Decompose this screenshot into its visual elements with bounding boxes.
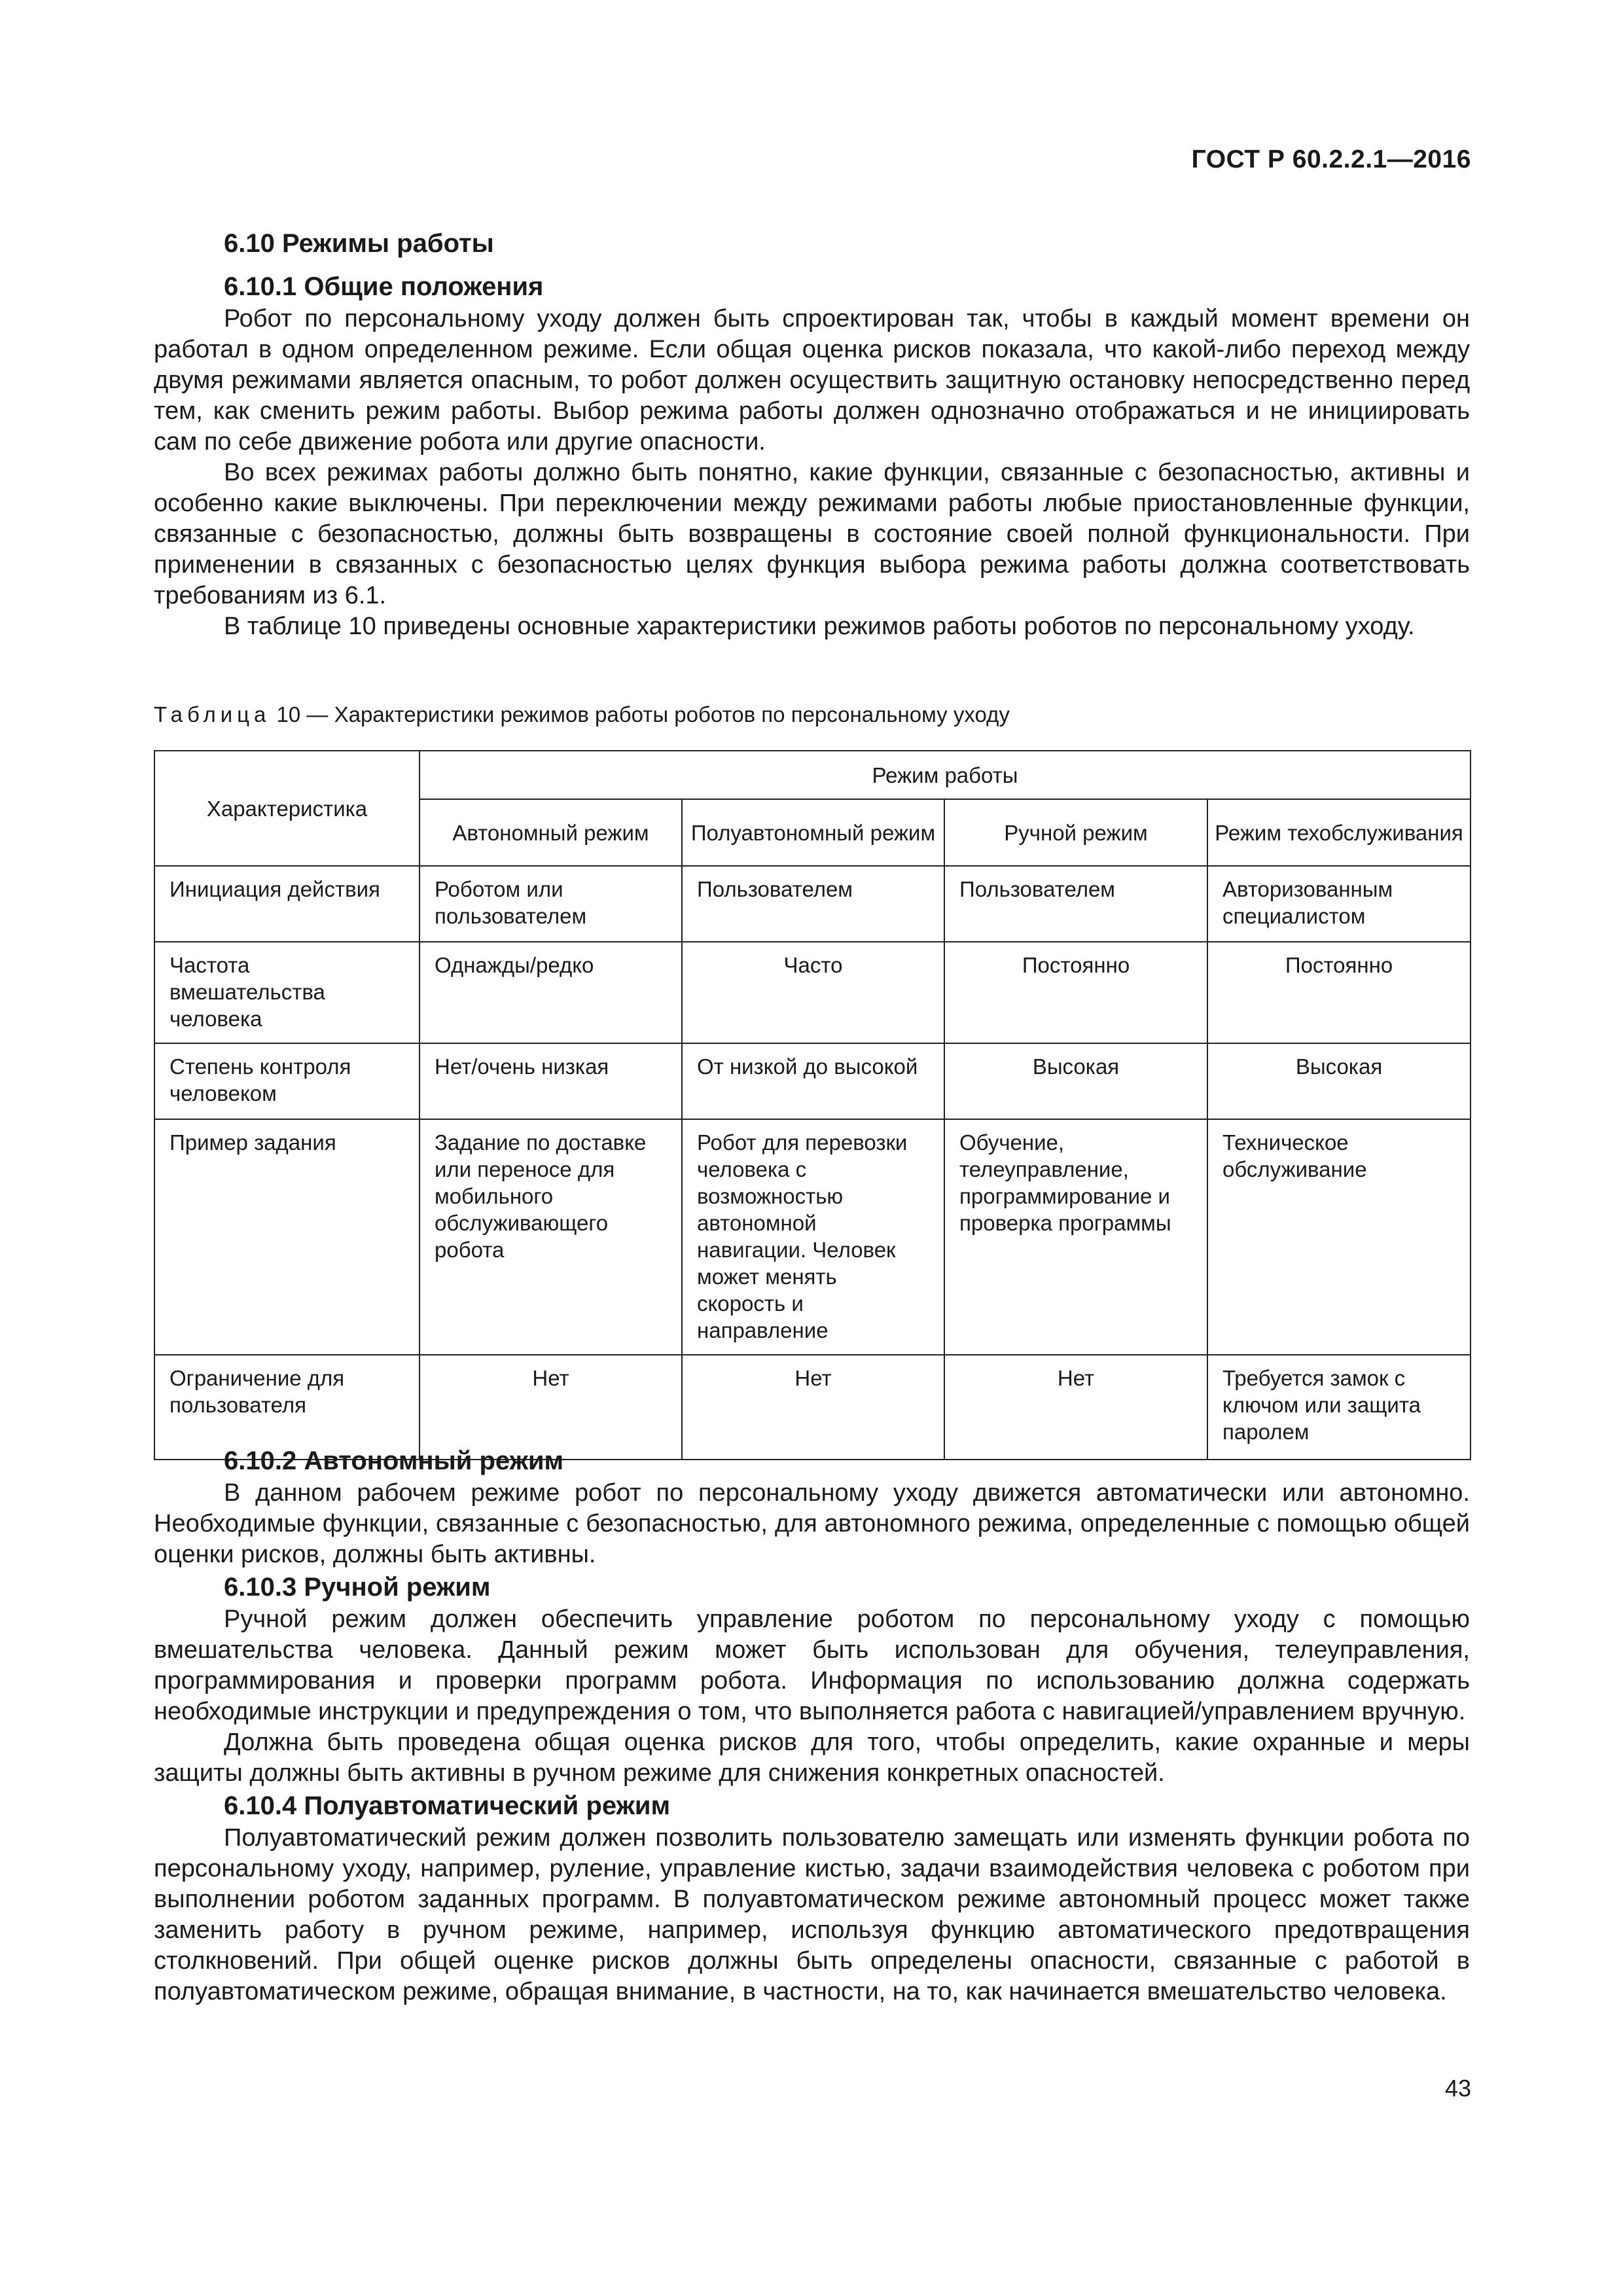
subsection-title: 6.10.4 Полуавтоматический режим	[224, 1791, 671, 1820]
subsection-title: 6.10.3 Ручной режим	[224, 1573, 491, 1602]
table-cell: Пользователем	[682, 866, 944, 942]
row-label: Ограничение для пользователя	[154, 1355, 419, 1460]
paragraph: Ручной режим должен обеспечить управление роботом по персональному уходу с помощью вмешательства человека. Данный режим может быть использован для обучения, телеуправления, программирования и проверки программ робота. Информация по использованию должна содержать необходимые инструкции и предупреждения о том, что выполняется работа с навигацией/управлением вручную.	[154, 1605, 1470, 1725]
table-cell: Нет	[419, 1355, 682, 1460]
modes-table	[154, 750, 1471, 1460]
table-cell: Однажды/редко	[419, 942, 682, 1043]
header-manual: Ручной режим	[944, 799, 1207, 866]
table-cell: Постоянно	[944, 942, 1207, 1043]
table-cell: Нет/очень низкая	[419, 1043, 682, 1119]
table-container	[154, 750, 1470, 1460]
section-6-10	[154, 226, 1470, 642]
header-semi-autonomous: Полуавтономный режим	[682, 799, 944, 866]
table-row	[154, 866, 1471, 942]
table-row	[154, 1119, 1471, 1355]
page-number: 43	[1444, 2075, 1471, 2102]
table-cell: Техническое обслуживание	[1207, 1119, 1471, 1355]
paragraph: Должна быть проведена общая оценка рисков для того, чтобы определить, какие охранные и меры защиты должны быть активны в ручном режиме для снижения конкретных опасностей.	[154, 1729, 1470, 1787]
table-cell: Постоянно	[1207, 942, 1471, 1043]
table-cell: Требуется замок с ключом или защита паролем	[1207, 1355, 1471, 1460]
sections-after-table	[154, 1444, 1470, 2007]
table-cell: Высокая	[1207, 1043, 1471, 1119]
table-cell: Роботом или пользователем	[419, 866, 682, 942]
row-label: Частота вмешательства человека	[154, 942, 419, 1043]
table-cell: Нет	[682, 1355, 944, 1460]
table-row	[154, 1043, 1471, 1119]
table-cell: Обучение, телеуправление, программирование и проверка программы	[944, 1119, 1207, 1355]
table-row	[154, 942, 1471, 1043]
paragraph: Во всех режимах работы должно быть понятно, какие функции, связанные с безопасностью, активны и особенно какие выключены. При переключении между режимами работы любые приостановленные функции, связанные с безопасностью, должны быть возвращены в состояние своей полной функциональности. При применении в связанных с безопасностью целях функция выбора режима работы должна соответствовать требованиям из 6.1.	[154, 459, 1470, 609]
table-cell: От низкой до высокой	[682, 1043, 944, 1119]
table-cell: Часто	[682, 942, 944, 1043]
header-autonomous: Автономный режим	[419, 799, 682, 866]
header-maintenance: Режим техобслуживания	[1207, 799, 1471, 866]
document-code: ГОСТ Р 60.2.2.1—2016	[1191, 145, 1471, 173]
row-label: Степень контроля человеком	[154, 1043, 419, 1119]
header-mode-group: Режим работы	[419, 751, 1471, 799]
paragraph: Полуавтоматический режим должен позволить пользователю замещать или изменять функции робота по персональному уходу, например, руление, управление кистью, задачи взаимодействия человека с роботом при выполнении роботом заданных программ. В полуавтоматическом режиме автономный процесс может также заменить работу в ручном режиме, например, используя функцию автоматического предотвращения столкновений. При общей оценке рисков должны быть определены опасности, связанные с работой в полуавтоматическом режиме, обращая внимание, в частности, на то, как начинается вмешательство человека.	[154, 1824, 1470, 2005]
table-cell: Нет	[944, 1355, 1207, 1460]
table-cell: Задание по доставке или переносе для мобильного обслуживающего робота	[419, 1119, 682, 1355]
table-caption-text: 10 — Характеристики режимов работы роботов по персональному уходу	[270, 702, 1010, 726]
row-label: Пример задания	[154, 1119, 419, 1355]
subsection-title: 6.10.1 Общие положения	[224, 272, 544, 301]
table-cell: Высокая	[944, 1043, 1207, 1119]
table-cell: Робот для перевозки человека с возможностью автономной навигации. Человек может менять скорость и направление	[682, 1119, 944, 1355]
table-caption	[154, 700, 1470, 729]
row-label: Инициация действия	[154, 866, 419, 942]
section-title: 6.10 Режимы работы	[224, 229, 494, 258]
table-cell: Пользователем	[944, 866, 1207, 942]
paragraph: В данном рабочем режиме робот по персональному уходу движется автоматически или автономно. Необходимые функции, связанные с безопасностью, для автономного режима, определенные с помощью общей оценки рисков, должны быть активны.	[154, 1479, 1470, 1568]
header-characteristic: Характеристика	[154, 751, 419, 866]
paragraph: В таблице 10 приведены основные характеристики режимов работы роботов по персональному уходу.	[224, 613, 1415, 640]
table-caption-label: Таблица	[154, 702, 271, 726]
table-cell: Авторизованным специалистом	[1207, 866, 1471, 942]
subsection-title: 6.10.2 Автономный режим	[224, 1446, 564, 1475]
paragraph: Робот по персональному уходу должен быть спроектирован так, чтобы в каждый момент времени он работал в одном определенном режиме. Если общая оценка рисков показала, что какой-либо переход между двумя режимами является опасным, то робот должен осуществить защитную остановку непосредственно перед тем, как сменить режим работы. Выбор режима работы должен однозначно отображаться и не инициировать сам по себе движение робота или другие опасности.	[154, 305, 1470, 456]
